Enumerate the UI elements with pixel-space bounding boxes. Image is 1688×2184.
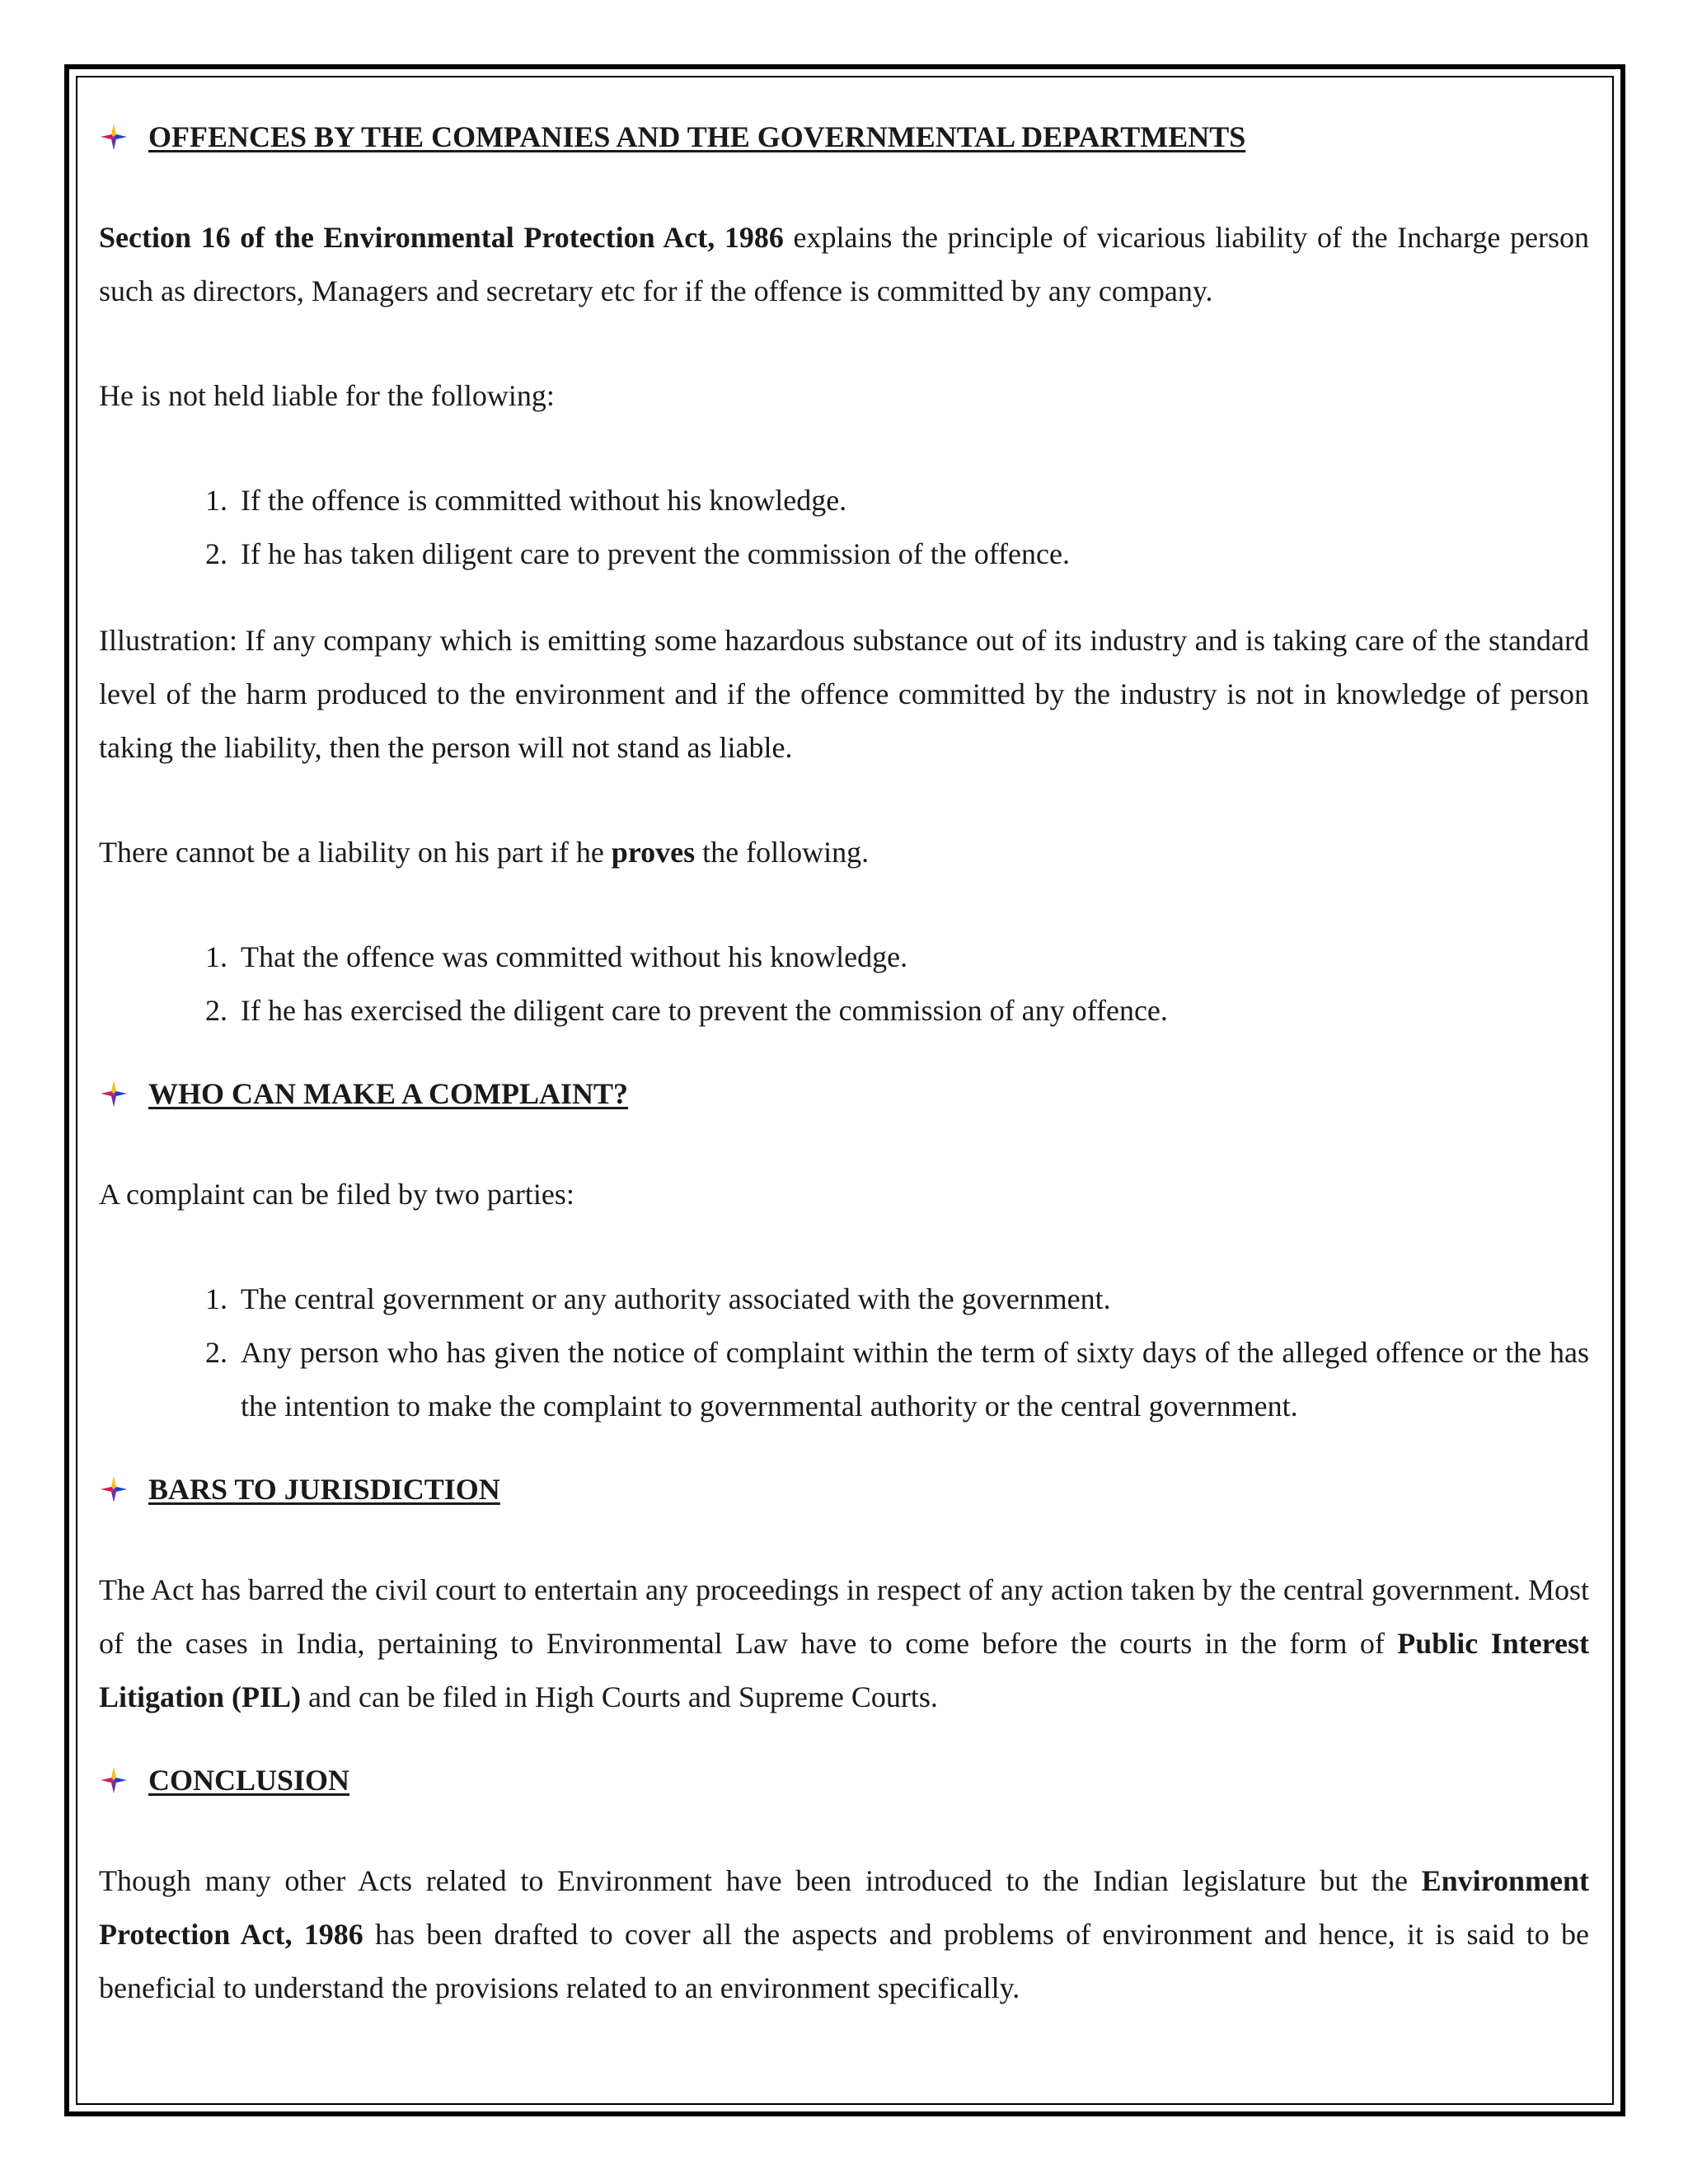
list-item <box>99 527 1589 581</box>
heading-text: OFFENCES BY THE COMPANIES AND THE GOVERNMENTAL DEPARTMENTS <box>148 120 1246 153</box>
bold-text: Environment Protection Act, 1986 <box>99 1864 1589 1951</box>
list-item-text: The central government or any authority associated with the government. <box>241 1282 1111 1315</box>
list-item-text: That the offence was committed without his knowledge. <box>241 940 908 973</box>
four-point-star-bullet-icon <box>99 122 129 152</box>
list-item <box>99 930 1589 984</box>
bold-text: Public Interest Litigation (PIL) <box>99 1627 1589 1713</box>
paragraph-text: explains the principle of vicarious liability of the Incharge person such as directors, Managers and secretary etc for if the offence is committed by any company. <box>99 221 1589 307</box>
numbered-list-not-liable <box>99 474 1589 581</box>
four-point-star-bullet-icon <box>99 1079 129 1108</box>
paragraph-complaint-parties: A complaint can be filed by two parties: <box>99 1178 574 1211</box>
list-item-text: If he has exercised the diligent care to prevent the commission of any offence. <box>241 994 1168 1027</box>
list-item <box>99 474 1589 527</box>
paragraph-conclusion <box>99 1854 1589 2015</box>
paragraph-section-16 <box>99 211 1589 318</box>
paragraph-text: Though many other Acts related to Environment have been introduced to the Indian legislature but the <box>99 1864 1422 1897</box>
paragraph-text: the following. <box>695 836 870 869</box>
heading-text: BARS TO JURISDICTION <box>148 1473 500 1506</box>
paragraph-text: has been drafted to cover all the aspects and problems of environment and hence, it is said to be beneficial to understand the provisions related to an environment specifically. <box>99 1918 1589 2004</box>
list-item-text: If the offence is committed without his knowledge. <box>241 484 847 517</box>
list-item <box>99 1272 1589 1326</box>
list-item <box>99 1326 1589 1433</box>
paragraph-jurisdiction <box>99 1563 1589 1724</box>
list-number: 1. <box>205 1282 227 1315</box>
numbered-list-complaint <box>99 1272 1589 1433</box>
list-number: 1. <box>205 484 227 517</box>
list-item-text: If he has taken diligent care to prevent the commission of the offence. <box>241 537 1070 570</box>
heading-text: WHO CAN MAKE A COMPLAINT? <box>148 1077 629 1110</box>
paragraph-illustration: Illustration: If any company which is emitting some hazardous substance out of its industry and is taking care of the standard level of the harm produced to the environment and if the offence committed by the industry is not in knowledge of person taking the liability, then the person will not stand as liable. <box>99 624 1589 764</box>
list-number: 2. <box>205 994 227 1027</box>
bold-text: proves <box>611 836 696 869</box>
list-number: 2. <box>205 1336 227 1369</box>
list-number: 1. <box>205 940 227 973</box>
numbered-list-proves <box>99 930 1589 1038</box>
section-heading-offences <box>99 114 1589 160</box>
section-heading-jurisdiction <box>99 1466 1589 1512</box>
four-point-star-bullet-icon <box>99 1474 129 1504</box>
list-item-text: Any person who has given the notice of complaint within the term of sixty days of the alleged offence or the has the intention to make the complaint to governmental authority or the central government. <box>241 1336 1589 1422</box>
paragraph-cannot-be-liable <box>99 826 1589 879</box>
page-border-inner <box>76 76 1614 2105</box>
four-point-star-bullet-icon <box>99 1765 129 1795</box>
paragraph-text: The Act has barred the civil court to entertain any proceedings in respect of any action taken by the central government. Most of the cases in India, pertaining to Environmental Law have to come before the courts in the form of <box>99 1573 1589 1660</box>
bold-text: Section 16 of the Environmental Protection Act, 1986 <box>99 221 784 254</box>
list-item <box>99 984 1589 1038</box>
section-heading-complaint <box>99 1071 1589 1117</box>
paragraph-text: There cannot be a liability on his part if he <box>99 836 612 869</box>
section-heading-conclusion <box>99 1757 1589 1803</box>
paragraph-text: and can be filed in High Courts and Supreme Courts. <box>301 1680 938 1713</box>
paragraph-not-liable: He is not held liable for the following: <box>99 379 555 412</box>
list-number: 2. <box>205 537 227 570</box>
heading-text: CONCLUSION <box>148 1764 350 1797</box>
